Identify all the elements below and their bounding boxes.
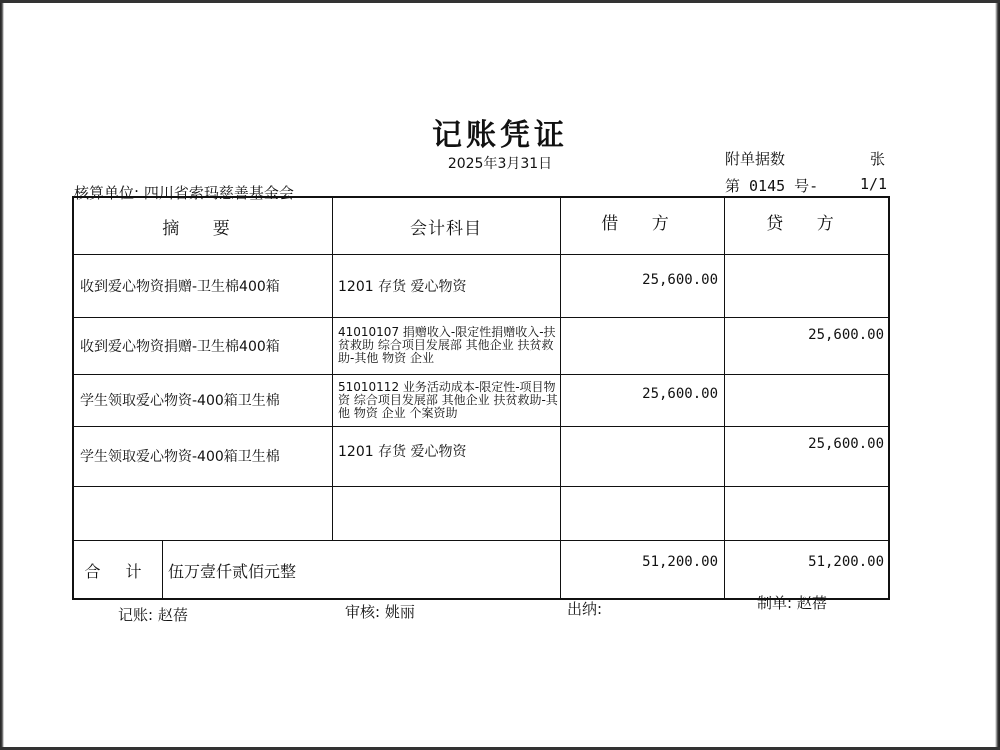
row1-account: 1201 存货 爱心物资 (338, 278, 467, 295)
total-debit: 51,200.00 (642, 554, 718, 570)
bookkeeper-signature: 记账: 赵蓓 (118, 606, 188, 624)
row4-debit (560, 426, 724, 462)
header-credit: 贷 方 (766, 213, 848, 234)
row2-account: 41010107 捐赠收入-限定性捐赠收入-扶贫救助 综合项目发展部 其他企业 扶贫救助-其他 物资 企业 (338, 325, 556, 365)
row4-credit: 25,600.00 (808, 436, 884, 452)
header-summary: 摘 要 (162, 218, 244, 239)
total-label: 合 计 (84, 561, 152, 581)
voucher-title: 记账凭证 (432, 118, 568, 153)
voucher-date: 2025年3月31日 (447, 156, 553, 172)
reviewer-signature: 审核: 姚丽 (345, 603, 415, 621)
total-credit: 51,200.00 (808, 554, 884, 570)
scan-edge-top (0, 0, 1000, 3)
attachment-label: 附单据数 (725, 150, 786, 168)
row1-summary: 收到爱心物资捐赠-卫生棉400箱 (80, 278, 280, 295)
voucher-number: 第 0145 号- (725, 177, 819, 195)
row4-account: 1201 存货 爱心物资 (338, 444, 467, 460)
voucher-page: 1/1 (860, 175, 888, 193)
row5-empty (74, 486, 332, 540)
row1-credit (724, 254, 890, 306)
row3-debit: 25,600.00 (642, 386, 718, 402)
attachment-unit: 张 (870, 150, 886, 168)
row2-credit: 25,600.00 (808, 327, 884, 343)
header-debit: 借 方 (601, 213, 683, 234)
row4-summary: 学生领取爱心物资-400箱卫生棉 (80, 449, 280, 465)
row1-debit: 25,600.00 (642, 272, 718, 288)
row3-account: 51010112 业务活动成本-限定性-项目物资 综合项目发展部 其他企业 扶贫救助-其他 物资 企业 个案资助 (338, 379, 558, 420)
header-account: 会计科目 (410, 218, 482, 239)
preparer-signature: 制单: 赵蓓 (757, 594, 827, 612)
cashier-signature: 出纳: (567, 600, 603, 618)
row2-debit (560, 317, 724, 353)
total-in-words: 伍万壹仟贰佰元整 (168, 561, 297, 581)
voucher-table (72, 196, 890, 600)
row2-summary: 收到爱心物资捐赠-卫生棉400箱 (80, 338, 280, 355)
row3-summary: 学生领取爱心物资-400箱卫生棉 (80, 393, 280, 409)
accounting-unit: 核算单位: 四川省索玛慈善基金会 (74, 184, 294, 202)
row3-credit (724, 374, 890, 414)
